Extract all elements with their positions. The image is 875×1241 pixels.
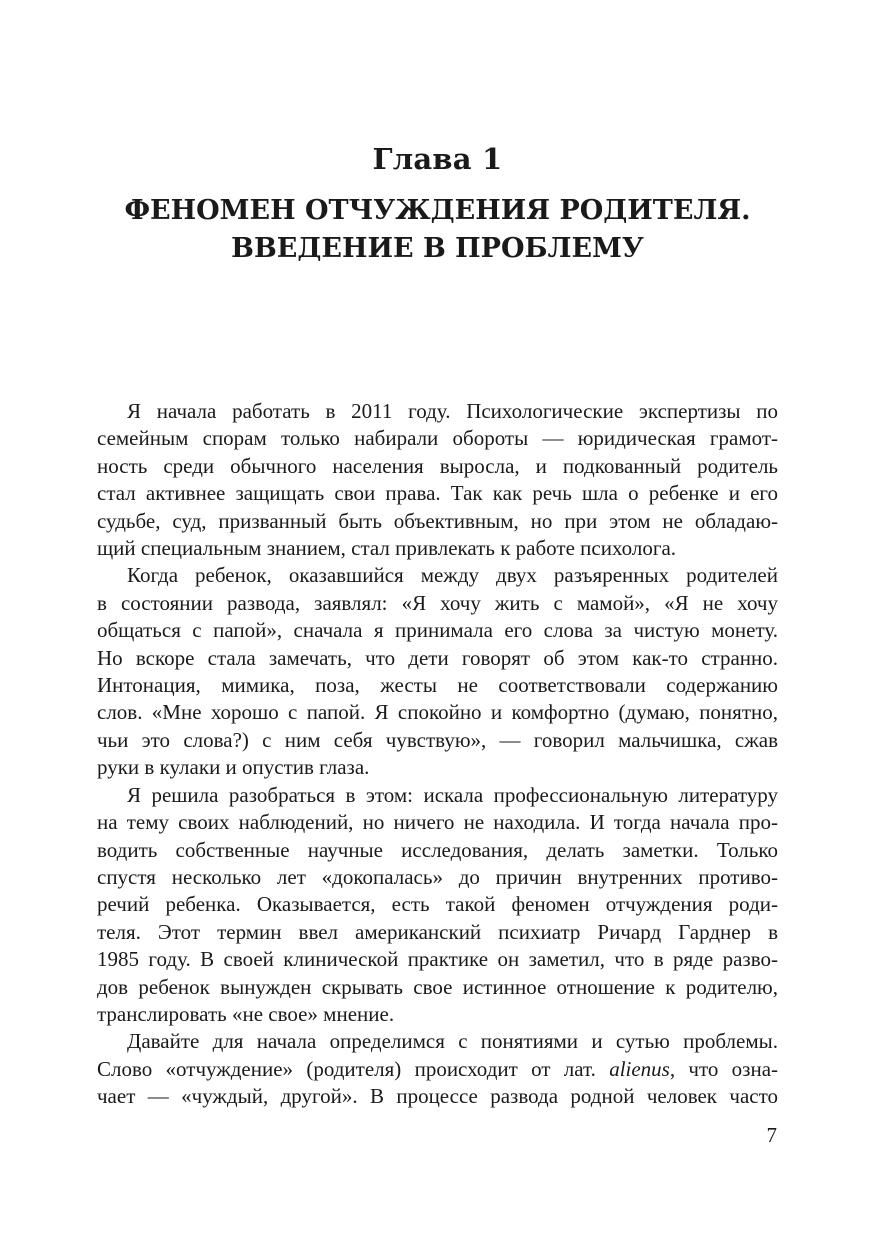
- text-line: семейным спорам только набирали обороты — юридическая грамот-: [97, 426, 778, 451]
- text-line: руки в кулаки и опустив глаза.: [97, 755, 370, 780]
- paragraph-1: [97, 398, 778, 562]
- chapter-title-line-1: ФЕНОМЕН ОТЧУЖДЕНИЯ РОДИТЕЛЯ.: [124, 195, 751, 226]
- text-line: речий ребенка. Оказывается, есть такой феномен отчуждения роди-: [97, 892, 778, 917]
- text-line: слов. «Мне хорошо с папой. Я спокойно и комфортно (думаю, понятно,: [97, 700, 778, 725]
- text-line: чьи это слова?) с ним себя чувствую», — говорил мальчишка, сжав: [97, 727, 778, 752]
- text-line: чает — «чуждый, другой». В процессе развода родной человек часто: [97, 1084, 778, 1109]
- text-line: [97, 1056, 778, 1083]
- text-line: дов ребенок вынужден скрывать свое истинное отношение к родителю,: [97, 974, 778, 999]
- text-line: Когда ребенок, оказавшийся между двух разъяренных родителей: [127, 563, 778, 588]
- text-line: Я начала работать в 2011 году. Психологические экспертизы по: [127, 399, 778, 423]
- text-line: ность среди обычного населения выросла, и подкованный родитель: [97, 453, 778, 478]
- text-line: Интонация, мимика, поза, жесты не соответствовали содержанию: [97, 673, 778, 698]
- text-line: водить собственные научные исследования, делать заметки. Только: [97, 837, 778, 862]
- text-line: щий специальным знанием, стал привлекать к работе психолога.: [97, 536, 677, 561]
- text-line: Давайте для начала определимся с понятиями и сутью проблемы.: [127, 1029, 778, 1054]
- chapter-label: Глава 1: [372, 142, 503, 176]
- text-line: Я решила разобраться в этом: искала профессиональную литературу: [127, 782, 778, 807]
- text-line: спустя несколько лет «докопалась» до причин внутренних противо-: [97, 864, 778, 889]
- text-line: стал активнее защищать свои права. Так как речь шла о ребенке и его: [97, 481, 778, 506]
- text-fragment: , что озна-: [669, 1056, 779, 1081]
- paragraph-2: [97, 562, 778, 781]
- text-line: Но вскоре стала замечать, что дети говорят об этом как-то странно.: [97, 645, 778, 670]
- text-line: 1985 году. В своей клинической практике он заметил, что в ряде разво-: [97, 947, 778, 972]
- text-line: теля. Этот термин ввел американский психиатр Ричард Гарднер в: [97, 919, 778, 944]
- text-line: общаться с папой», сначала я принимала его слова за чистую монету.: [97, 618, 778, 643]
- paragraph-3: [97, 782, 778, 1029]
- body-text: [97, 398, 778, 1111]
- page-number: 7: [766, 1123, 777, 1147]
- chapter-title-line-2: ВВЕДЕНИЕ В ПРОБЛЕМУ: [231, 233, 644, 264]
- text-line: на тему своих наблюдений, но ничего не находила. И тогда начала про-: [97, 810, 778, 835]
- text-line: транслировать «не свое» мнение.: [97, 1001, 395, 1026]
- text-line: судьбе, суд, призванный быть объективным, но при этом не обладаю-: [97, 508, 778, 533]
- paragraph-4: [97, 1028, 778, 1110]
- latin-term: alienus: [609, 1056, 670, 1081]
- text-line: в состоянии развода, заявлял: «Я хочу жить с мамой», «Я не хочу: [97, 590, 778, 615]
- chapter-title: [100, 192, 775, 268]
- text-fragment: Слово «отчуждение» (родителя) происходит от лат.: [97, 1056, 610, 1081]
